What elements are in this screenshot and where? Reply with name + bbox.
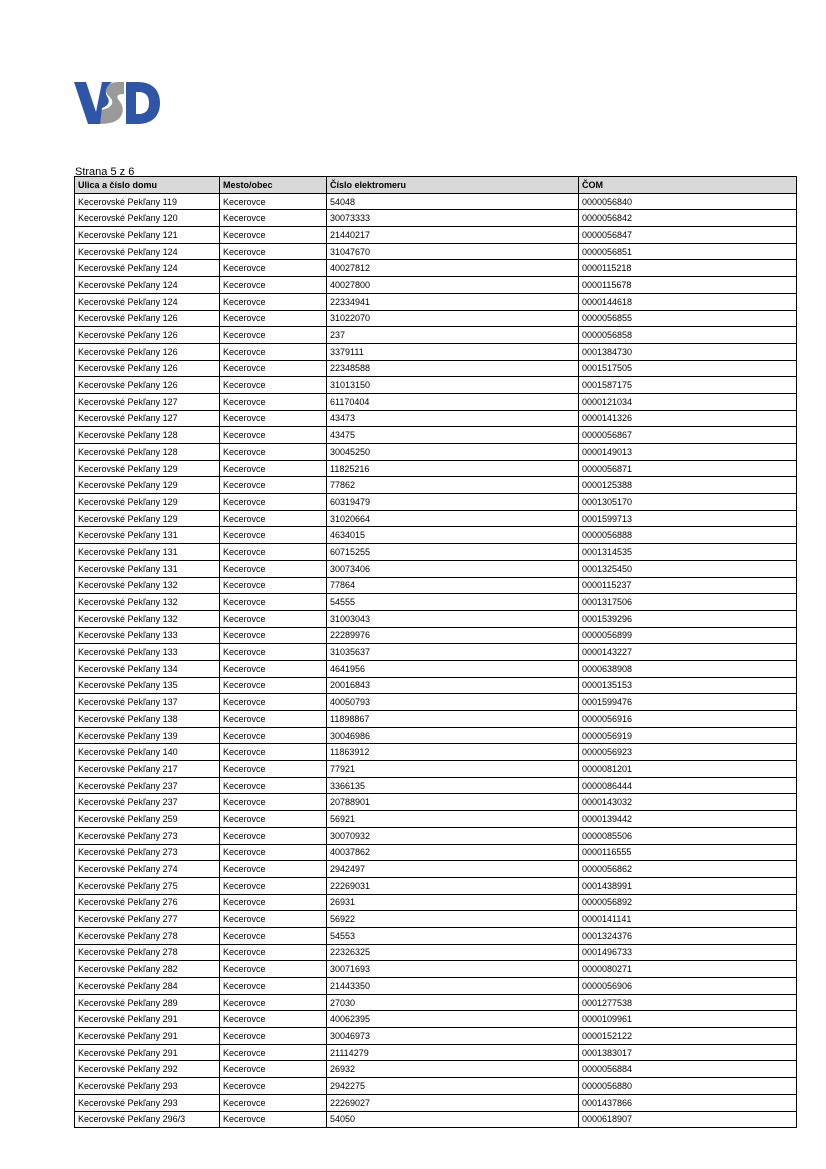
- cell-com: 0000056892: [579, 894, 797, 911]
- cell-meter-number: 30070932: [327, 827, 579, 844]
- cell-street: Kecerovské Pekľany 237: [75, 794, 220, 811]
- cell-com: 0001599713: [579, 510, 797, 527]
- cell-street: Kecerovské Pekľany 277: [75, 911, 220, 928]
- cell-com: 0001277538: [579, 994, 797, 1011]
- cell-street: Kecerovské Pekľany 124: [75, 293, 220, 310]
- cell-meter-number: 3366135: [327, 777, 579, 794]
- table-row: [75, 627, 797, 644]
- cell-street: Kecerovské Pekľany 137: [75, 694, 220, 711]
- cell-street: Kecerovské Pekľany 129: [75, 460, 220, 477]
- cell-meter-number: 31013150: [327, 377, 579, 394]
- cell-city: Kecerovce: [220, 727, 327, 744]
- cell-street: Kecerovské Pekľany 275: [75, 877, 220, 894]
- table-row: [75, 761, 797, 778]
- table-row: [75, 377, 797, 394]
- cell-com: 0000056867: [579, 427, 797, 444]
- cell-meter-number: 56921: [327, 811, 579, 828]
- cell-street: Kecerovské Pekľany 124: [75, 260, 220, 277]
- cell-city: Kecerovce: [220, 978, 327, 995]
- cell-com: 0000109961: [579, 1011, 797, 1028]
- cell-street: Kecerovské Pekľany 278: [75, 944, 220, 961]
- cell-com: 0000056862: [579, 861, 797, 878]
- cell-street: Kecerovské Pekľany 132: [75, 610, 220, 627]
- cell-street: Kecerovské Pekľany 140: [75, 744, 220, 761]
- cell-meter-number: 22269027: [327, 1094, 579, 1111]
- cell-com: 0000125388: [579, 477, 797, 494]
- table-row: [75, 260, 797, 277]
- cell-com: 0001438991: [579, 877, 797, 894]
- table-row: [75, 427, 797, 444]
- table-row: [75, 944, 797, 961]
- cell-meter-number: 26932: [327, 1061, 579, 1078]
- cell-com: 0000056847: [579, 227, 797, 244]
- cell-city: Kecerovce: [220, 193, 327, 210]
- cell-meter-number: 21443350: [327, 978, 579, 995]
- cell-meter-number: 30046973: [327, 1028, 579, 1045]
- cell-city: Kecerovce: [220, 627, 327, 644]
- cell-com: 0000116555: [579, 844, 797, 861]
- cell-meter-number: 60319479: [327, 494, 579, 511]
- cell-street: Kecerovské Pekľany 293: [75, 1094, 220, 1111]
- table-row: [75, 811, 797, 828]
- cell-com: 0000056923: [579, 744, 797, 761]
- cell-com: 0000115678: [579, 277, 797, 294]
- cell-meter-number: 4634015: [327, 527, 579, 544]
- vsd-logo: [74, 80, 160, 126]
- cell-city: Kecerovce: [220, 494, 327, 511]
- table-row: [75, 677, 797, 694]
- cell-com: 0000056884: [579, 1061, 797, 1078]
- cell-street: Kecerovské Pekľany 131: [75, 527, 220, 544]
- cell-com: 0000056916: [579, 711, 797, 728]
- cell-meter-number: 56922: [327, 911, 579, 928]
- cell-meter-number: 27030: [327, 994, 579, 1011]
- page-number-label: Strana 5 z 6: [75, 167, 135, 176]
- cell-meter-number: 54048: [327, 193, 579, 210]
- cell-meter-number: 40037862: [327, 844, 579, 861]
- cell-city: Kecerovce: [220, 544, 327, 561]
- cell-street: Kecerovské Pekľany 119: [75, 193, 220, 210]
- table-row: [75, 527, 797, 544]
- cell-meter-number: 31035637: [327, 644, 579, 661]
- cell-com: 0001383017: [579, 1044, 797, 1061]
- cell-city: Kecerovce: [220, 610, 327, 627]
- cell-meter-number: 31022070: [327, 310, 579, 327]
- cell-com: 0001317506: [579, 594, 797, 611]
- table-row: [75, 844, 797, 861]
- cell-city: Kecerovce: [220, 877, 327, 894]
- cell-meter-number: 22334941: [327, 293, 579, 310]
- table-row: [75, 1028, 797, 1045]
- cell-street: Kecerovské Pekľany 132: [75, 594, 220, 611]
- cell-city: Kecerovce: [220, 911, 327, 928]
- table-row: [75, 744, 797, 761]
- cell-city: Kecerovce: [220, 994, 327, 1011]
- cell-street: Kecerovské Pekľany 121: [75, 227, 220, 244]
- cell-street: Kecerovské Pekľany 129: [75, 477, 220, 494]
- table-row: [75, 227, 797, 244]
- cell-street: Kecerovské Pekľany 126: [75, 343, 220, 360]
- cell-meter-number: 20016843: [327, 677, 579, 694]
- cell-meter-number: 2942497: [327, 861, 579, 878]
- cell-city: Kecerovce: [220, 1111, 327, 1128]
- cell-street: Kecerovské Pekľany 284: [75, 978, 220, 995]
- cell-meter-number: 237: [327, 327, 579, 344]
- cell-city: Kecerovce: [220, 393, 327, 410]
- cell-city: Kecerovce: [220, 844, 327, 861]
- cell-street: Kecerovské Pekľany 128: [75, 444, 220, 461]
- cell-city: Kecerovce: [220, 827, 327, 844]
- electricity-meter-table: [74, 176, 797, 1128]
- cell-meter-number: 4641956: [327, 660, 579, 677]
- table-row: [75, 1094, 797, 1111]
- table-row: [75, 711, 797, 728]
- cell-com: 0001384730: [579, 343, 797, 360]
- cell-meter-number: 22326325: [327, 944, 579, 961]
- cell-city: Kecerovce: [220, 761, 327, 778]
- cell-city: Kecerovce: [220, 310, 327, 327]
- cell-meter-number: 77862: [327, 477, 579, 494]
- cell-meter-number: 3379111: [327, 343, 579, 360]
- cell-city: Kecerovce: [220, 360, 327, 377]
- cell-meter-number: 31020664: [327, 510, 579, 527]
- cell-street: Kecerovské Pekľany 276: [75, 894, 220, 911]
- table-row: [75, 544, 797, 561]
- cell-street: Kecerovské Pekľany 217: [75, 761, 220, 778]
- table-row: [75, 644, 797, 661]
- cell-city: Kecerovce: [220, 861, 327, 878]
- cell-city: Kecerovce: [220, 460, 327, 477]
- cell-meter-number: 40027800: [327, 277, 579, 294]
- cell-city: Kecerovce: [220, 343, 327, 360]
- cell-com: 0000149013: [579, 444, 797, 461]
- cell-meter-number: 11825216: [327, 460, 579, 477]
- cell-com: 0001437866: [579, 1094, 797, 1111]
- table-row: [75, 794, 797, 811]
- cell-meter-number: 11863912: [327, 744, 579, 761]
- table-row: [75, 877, 797, 894]
- column-header-meter-number: Číslo elektromeru: [327, 177, 579, 194]
- cell-street: Kecerovské Pekľany 133: [75, 644, 220, 661]
- cell-meter-number: 26931: [327, 894, 579, 911]
- cell-city: Kecerovce: [220, 1028, 327, 1045]
- cell-street: Kecerovské Pekľany 135: [75, 677, 220, 694]
- cell-street: Kecerovské Pekľany 124: [75, 277, 220, 294]
- cell-street: Kecerovské Pekľany 292: [75, 1061, 220, 1078]
- table-row: [75, 327, 797, 344]
- cell-com: 0001314535: [579, 544, 797, 561]
- cell-meter-number: 54050: [327, 1111, 579, 1128]
- cell-street: Kecerovské Pekľany 138: [75, 711, 220, 728]
- cell-street: Kecerovské Pekľany 126: [75, 310, 220, 327]
- cell-com: 0001517505: [579, 360, 797, 377]
- cell-street: Kecerovské Pekľany 127: [75, 410, 220, 427]
- cell-com: 0000143032: [579, 794, 797, 811]
- cell-city: Kecerovce: [220, 1011, 327, 1028]
- cell-city: Kecerovce: [220, 327, 327, 344]
- table-row: [75, 193, 797, 210]
- cell-city: Kecerovce: [220, 927, 327, 944]
- cell-street: Kecerovské Pekľany 129: [75, 494, 220, 511]
- cell-com: 0000056906: [579, 978, 797, 995]
- column-header-street: Ulica a číslo domu: [75, 177, 220, 194]
- cell-meter-number: 22348588: [327, 360, 579, 377]
- cell-com: 0000143227: [579, 644, 797, 661]
- cell-city: Kecerovce: [220, 560, 327, 577]
- cell-city: Kecerovce: [220, 777, 327, 794]
- table-row: [75, 777, 797, 794]
- cell-meter-number: 43475: [327, 427, 579, 444]
- cell-meter-number: 54553: [327, 927, 579, 944]
- cell-street: Kecerovské Pekľany 291: [75, 1011, 220, 1028]
- table-row: [75, 827, 797, 844]
- cell-meter-number: 77864: [327, 577, 579, 594]
- cell-com: 0000152122: [579, 1028, 797, 1045]
- cell-com: 0000056840: [579, 193, 797, 210]
- table-row: [75, 660, 797, 677]
- cell-meter-number: 22289976: [327, 627, 579, 644]
- cell-city: Kecerovce: [220, 510, 327, 527]
- cell-meter-number: 43473: [327, 410, 579, 427]
- cell-city: Kecerovce: [220, 711, 327, 728]
- cell-street: Kecerovské Pekľany 126: [75, 377, 220, 394]
- cell-street: Kecerovské Pekľany 131: [75, 544, 220, 561]
- cell-com: 0000141141: [579, 911, 797, 928]
- cell-street: Kecerovské Pekľany 291: [75, 1044, 220, 1061]
- cell-street: Kecerovské Pekľany 259: [75, 811, 220, 828]
- cell-meter-number: 30046986: [327, 727, 579, 744]
- cell-city: Kecerovce: [220, 427, 327, 444]
- cell-city: Kecerovce: [220, 477, 327, 494]
- cell-com: 0001496733: [579, 944, 797, 961]
- table-row: [75, 994, 797, 1011]
- table-row: [75, 978, 797, 995]
- cell-com: 0000056851: [579, 243, 797, 260]
- table-row: [75, 577, 797, 594]
- cell-meter-number: 61170404: [327, 393, 579, 410]
- table-row: [75, 894, 797, 911]
- table-row: [75, 360, 797, 377]
- cell-street: Kecerovské Pekľany 124: [75, 243, 220, 260]
- cell-com: 0000618907: [579, 1111, 797, 1128]
- table-row: [75, 460, 797, 477]
- cell-street: Kecerovské Pekľany 134: [75, 660, 220, 677]
- cell-city: Kecerovce: [220, 1061, 327, 1078]
- table-row: [75, 1111, 797, 1128]
- cell-city: Kecerovce: [220, 1094, 327, 1111]
- cell-com: 0001325450: [579, 560, 797, 577]
- cell-com: 0000080271: [579, 961, 797, 978]
- table-row: [75, 293, 797, 310]
- table-row: [75, 1061, 797, 1078]
- table-row: [75, 210, 797, 227]
- cell-city: Kecerovce: [220, 377, 327, 394]
- cell-city: Kecerovce: [220, 227, 327, 244]
- table-row: [75, 477, 797, 494]
- cell-city: Kecerovce: [220, 444, 327, 461]
- column-header-com: ČOM: [579, 177, 797, 194]
- table-row: [75, 243, 797, 260]
- cell-com: 0000638908: [579, 660, 797, 677]
- cell-com: 0001305170: [579, 494, 797, 511]
- table-row: [75, 444, 797, 461]
- cell-com: 0001599476: [579, 694, 797, 711]
- cell-city: Kecerovce: [220, 577, 327, 594]
- cell-street: Kecerovské Pekľany 128: [75, 427, 220, 444]
- cell-city: Kecerovce: [220, 1078, 327, 1095]
- cell-street: Kecerovské Pekľany 274: [75, 861, 220, 878]
- table-row: [75, 861, 797, 878]
- cell-com: 0000081201: [579, 761, 797, 778]
- cell-meter-number: 30073406: [327, 560, 579, 577]
- cell-meter-number: 30045250: [327, 444, 579, 461]
- table-row: [75, 393, 797, 410]
- cell-street: Kecerovské Pekľany 273: [75, 827, 220, 844]
- table-row: [75, 594, 797, 611]
- cell-city: Kecerovce: [220, 410, 327, 427]
- table-row: [75, 494, 797, 511]
- cell-street: Kecerovské Pekľany 132: [75, 577, 220, 594]
- cell-com: 0000056855: [579, 310, 797, 327]
- cell-com: 0000121034: [579, 393, 797, 410]
- cell-city: Kecerovce: [220, 944, 327, 961]
- cell-city: Kecerovce: [220, 677, 327, 694]
- cell-com: 0000115237: [579, 577, 797, 594]
- cell-com: 0000139442: [579, 811, 797, 828]
- cell-city: Kecerovce: [220, 210, 327, 227]
- cell-com: 0000086444: [579, 777, 797, 794]
- cell-street: Kecerovské Pekľany 278: [75, 927, 220, 944]
- cell-com: 0000056871: [579, 460, 797, 477]
- cell-meter-number: 30073333: [327, 210, 579, 227]
- cell-city: Kecerovce: [220, 243, 327, 260]
- cell-city: Kecerovce: [220, 660, 327, 677]
- cell-street: Kecerovské Pekľany 129: [75, 510, 220, 527]
- table-row: [75, 927, 797, 944]
- cell-city: Kecerovce: [220, 694, 327, 711]
- cell-meter-number: 77921: [327, 761, 579, 778]
- cell-meter-number: 60715255: [327, 544, 579, 561]
- cell-com: 0000135153: [579, 677, 797, 694]
- table-row: [75, 560, 797, 577]
- cell-com: 0000056919: [579, 727, 797, 744]
- cell-street: Kecerovské Pekľany 293: [75, 1078, 220, 1095]
- cell-street: Kecerovské Pekľany 120: [75, 210, 220, 227]
- cell-meter-number: 31047670: [327, 243, 579, 260]
- cell-meter-number: 40050793: [327, 694, 579, 711]
- cell-city: Kecerovce: [220, 277, 327, 294]
- cell-meter-number: 40062395: [327, 1011, 579, 1028]
- table-row: [75, 1044, 797, 1061]
- cell-meter-number: 2942275: [327, 1078, 579, 1095]
- table-row: [75, 911, 797, 928]
- cell-meter-number: 11898867: [327, 711, 579, 728]
- cell-com: 0001587175: [579, 377, 797, 394]
- cell-com: 0000056899: [579, 627, 797, 644]
- table-row: [75, 961, 797, 978]
- table-row: [75, 310, 797, 327]
- table-row: [75, 694, 797, 711]
- cell-meter-number: 31003043: [327, 610, 579, 627]
- table-row: [75, 277, 797, 294]
- column-header-city: Mesto/obec: [220, 177, 327, 194]
- table-row: [75, 610, 797, 627]
- table-body: [75, 193, 797, 1128]
- cell-meter-number: 30071693: [327, 961, 579, 978]
- cell-meter-number: 20788901: [327, 794, 579, 811]
- cell-com: 0001324376: [579, 927, 797, 944]
- cell-com: 0000085506: [579, 827, 797, 844]
- cell-street: Kecerovské Pekľany 126: [75, 327, 220, 344]
- cell-com: 0001539296: [579, 610, 797, 627]
- cell-city: Kecerovce: [220, 811, 327, 828]
- cell-street: Kecerovské Pekľany 296/3: [75, 1111, 220, 1128]
- cell-meter-number: 54555: [327, 594, 579, 611]
- cell-city: Kecerovce: [220, 744, 327, 761]
- cell-com: 0000056888: [579, 527, 797, 544]
- cell-street: Kecerovské Pekľany 133: [75, 627, 220, 644]
- cell-city: Kecerovce: [220, 1044, 327, 1061]
- cell-street: Kecerovské Pekľany 126: [75, 360, 220, 377]
- cell-com: 0000141326: [579, 410, 797, 427]
- table-header-row: [75, 177, 797, 194]
- cell-com: 0000056880: [579, 1078, 797, 1095]
- cell-city: Kecerovce: [220, 961, 327, 978]
- cell-meter-number: 21114279: [327, 1044, 579, 1061]
- cell-street: Kecerovské Pekľany 289: [75, 994, 220, 1011]
- cell-street: Kecerovské Pekľany 273: [75, 844, 220, 861]
- cell-city: Kecerovce: [220, 794, 327, 811]
- cell-city: Kecerovce: [220, 527, 327, 544]
- cell-com: 0000115218: [579, 260, 797, 277]
- table-row: [75, 510, 797, 527]
- cell-meter-number: 22269031: [327, 877, 579, 894]
- cell-street: Kecerovské Pekľany 131: [75, 560, 220, 577]
- cell-city: Kecerovce: [220, 260, 327, 277]
- cell-com: 0000056842: [579, 210, 797, 227]
- table-row: [75, 727, 797, 744]
- cell-com: 0000056858: [579, 327, 797, 344]
- cell-street: Kecerovské Pekľany 139: [75, 727, 220, 744]
- cell-city: Kecerovce: [220, 894, 327, 911]
- cell-city: Kecerovce: [220, 293, 327, 310]
- cell-meter-number: 21440217: [327, 227, 579, 244]
- cell-street: Kecerovské Pekľany 291: [75, 1028, 220, 1045]
- cell-street: Kecerovské Pekľany 282: [75, 961, 220, 978]
- table-row: [75, 343, 797, 360]
- cell-com: 0000144618: [579, 293, 797, 310]
- table-row: [75, 1078, 797, 1095]
- table-row: [75, 410, 797, 427]
- cell-street: Kecerovské Pekľany 127: [75, 393, 220, 410]
- cell-city: Kecerovce: [220, 594, 327, 611]
- table-row: [75, 1011, 797, 1028]
- cell-street: Kecerovské Pekľany 237: [75, 777, 220, 794]
- cell-city: Kecerovce: [220, 644, 327, 661]
- cell-meter-number: 40027812: [327, 260, 579, 277]
